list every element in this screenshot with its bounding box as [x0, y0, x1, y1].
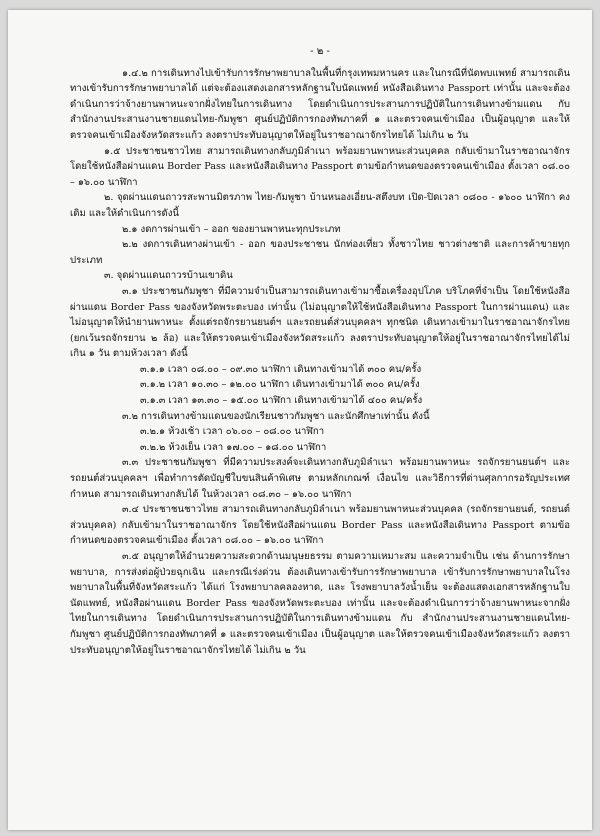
paragraph-3-2-2: ๓.๒.๒ ห้วงเย็น เวลา ๑๗.๐๐ – ๑๘.๐๐ นาฬิกา: [140, 441, 327, 453]
paragraph-3-1: ๓.๑ ประชาชนกัมพูชา ที่มีความจำเป็นสามารถเดินทางเข้ามาซื้อเครื่องอุปโภค บริโภคที่จำเป็น โดยใช้หนังสือผ่านแดน Border Pass ของจังหวัดพระตะบอง เท่านั้น (ไม่อนุญาตให้ใช้หนังสือเดินทาง Passport ในการผ่านแดน) และไม่อนุญาตให้นำยานพาหนะ ตั้งแต่รถจักรยานยนต์ฯ และรถยนต์ส่วนบุคคลฯ ทุกชนิด เดินทางเข้ามาในราชอาณาจักรไทย (ยกเว้นรถจักรยาน ๒ ล้อ) และให้ตรวจคนเข้าเมืองจังหวัดสระแก้ว ลงตราประทับอนุญาตให้อยู่ในราชอาณาจักรไทยได้ไม่เกิน ๑ วัน ตามห้วงเวลา ดังนี้: [70, 285, 570, 360]
paragraph-3-1-1: ๓.๑.๑ เวลา ๐๘.๐๐ – ๐๙.๓๐ นาฬิกา เดินทางเข้ามาได้ ๓๐๐ คน/ครั้ง: [140, 363, 422, 375]
paragraph-3: ๓. จุดผ่านแดนถาวรบ้านเขาดิน: [104, 270, 233, 282]
paragraph-3-4: ๓.๔ ประชาชนชาวไทย สามารถเดินทางกลับภูมิลำเนา พร้อมยานพาหนะส่วนบุคคล (รถจักรยานยนต์, รถยนต์ส่วนบุคคล) กลับเข้ามาในราชอาณาจักร โดยใช้หนังสือผ่านแดน Border Pass และหนังสือเดินทาง Passport ตามข้อกำหนดของตรวจคนเข้าเมือง ตั้งเวลา ๐๘.๐๐ – ๑๖.๐๐ นาฬิกา: [70, 504, 570, 547]
paragraph-1-5: ๑.๕ ประชาชนชาวไทย สามารถเดินทางกลับภูมิลำเนา พร้อมยานพาหนะส่วนบุคคล กลับเข้ามาในราชอาณาจักร โดยใช้หนังสือผ่านแดน Border Pass และหนังสือเดินทาง Passport ตามข้อกำหนดของตรวจคนเข้าเมือง ตั้งเวลา ๐๘.๐๐ – ๑๖.๐๐ นาฬิกา: [70, 145, 570, 188]
paragraph-1-4-2: ๑.๔.๒ การเดินทางไปเข้ารับการรักษาพยาบาลในพื้นที่กรุงเทพมหานคร และในกรณีที่นัดพบแพทย์ สามารถเดินทางเข้ารับการรักษาพยาบาลได้ แต่จะต้องแสดงเอกสารหลักฐานใบนัดแพทย์ หนังสือเดินทาง Passport เท่านั้น และจะต้องดำเนินการว่าจ้างยานพาหนะจากฝั่งไทยในการเดินทาง โดยดำเนินการประสานการปฏิบัติในการเดินทางข้ามแดน กับ สำนักงานประสานงานชายแดนไทย-กัมพูชา ศูนย์ปฏิบัติการกองทัพภาคที่ ๑ และตรวจคนเข้าเมือง เป็นผู้อนุญาต และให้ตรวจคนเข้าเมืองจังหวัดสระแก้ว ลงตราประทับอนุญาตให้อยู่ในราชอาณาจักรไทยได้ ไม่เกิน ๒ วัน: [70, 67, 570, 141]
document-body: [70, 44, 570, 658]
paragraph-2-1: ๒.๑ งดการผ่านเข้า – ออก ของยานพาหนะทุกประเภท: [122, 223, 341, 235]
paragraph-3-1-2: ๓.๑.๒ เวลา ๑๐.๓๐ – ๑๒.๐๐ นาฬิกา เดินทางเข้ามาได้ ๓๐๐ คน/ครั้ง: [140, 379, 420, 391]
paragraph-2-2: ๒.๒ งดการเดินทางผ่านเข้า - ออก ของประชาชน นักท่องเที่ยว ทั้งชาวไทย ชาวต่างชาติ และการค้าขายทุกประเภท: [70, 239, 570, 266]
paragraph-3-5: ๓.๕ อนุญาตให้อำนวยความสะดวกด้านมนุษยธรรม ตามความเหมาะสม และความจำเป็น เช่น ด้านการรักษาพยาบาล, การส่งต่อผู้ป่วยฉุกเฉิน และกรณีเร่งด่วน ต้องเดินทางเข้ารับการรักษาพยาบาล เข้ารับการรักษาพยาบาลในโรงพยาบาลในพื้นที่จังหวัดสระแก้ว ได้แก่ โรงพยาบาลคลองหาด, และ โรงพยาบาลวังน้ำเย็น จะต้องแสดงเอกสารหลักฐานใบนัดแพทย์, หนังสือผ่านแดน Border Pass ของจังหวัดพระตะบอง เท่านั้น และจะต้องดำเนินการว่าจ้างยานพาหนะจากฝั่งไทยในการเดินทาง โดยดำเนินการประสานการปฏิบัติในการเดินทางข้ามแดน กับ สำนักงานประสานงานชายแดนไทย-กัมพูชา ศูนย์ปฏิบัติการกองทัพภาคที่ ๑ และตรวจคนเข้าเมือง เป็นผู้อนุญาต และให้ตรวจคนเข้าเมืองจังหวัดสระแก้ว ลงตราประทับอนุญาตให้อยู่ในราชอาณาจักรไทยได้ ไม่เกิน ๒ วัน: [70, 551, 570, 656]
paragraph-3-2: ๓.๒ การเดินทางข้ามแดนของนักเรียนชาวกัมพูชา และนักศึกษาเท่านั้น ดังนี้: [122, 410, 430, 422]
paragraph-3-2-1: ๓.๒.๑ ห้วงเช้า เวลา ๐๖.๐๐ – ๐๘.๐๐ นาฬิกา: [140, 426, 325, 438]
paragraph-2: ๒. จุดผ่านแดนถาวรสะพานมิตรภาพ ไทย-กัมพูชา บ้านหนองเอี่ยน-สตึงบท เปิด-ปิดเวลา ๐๘๐๐ - ๑๖๐๐ นาฬิกา คงเดิม และให้ดำเนินการดังนี้: [70, 192, 570, 219]
paragraph-3-3: ๓.๓ ประชาชนกัมพูชา ที่มีความประสงค์จะเดินทางกลับภูมิลำเนา พร้อมยานพาหนะ รถจักรยานยนต์ฯ และรถยนต์ส่วนบุคคลฯ เพื่อทำการตัดบัญชีใบขนสินค้าพิเศษ ตามหลักเกณฑ์ เงื่อนไข และวิธีการที่ด่านศุลกากรอรัญประเทศกำหนด สามารถเดินทางกลับได้ ในห้วงเวลา ๐๘.๓๐ – ๑๖.๐๐ นาฬิกา: [70, 457, 570, 500]
document-page: [8, 10, 592, 830]
page-number: - ๒ -: [310, 46, 330, 57]
paragraph-3-1-3: ๓.๑.๓ เวลา ๑๓.๓๐ – ๑๕.๐๐ นาฬิกา เดินทางเข้ามาได้ ๔๐๐ คน/ครั้ง: [140, 395, 423, 407]
